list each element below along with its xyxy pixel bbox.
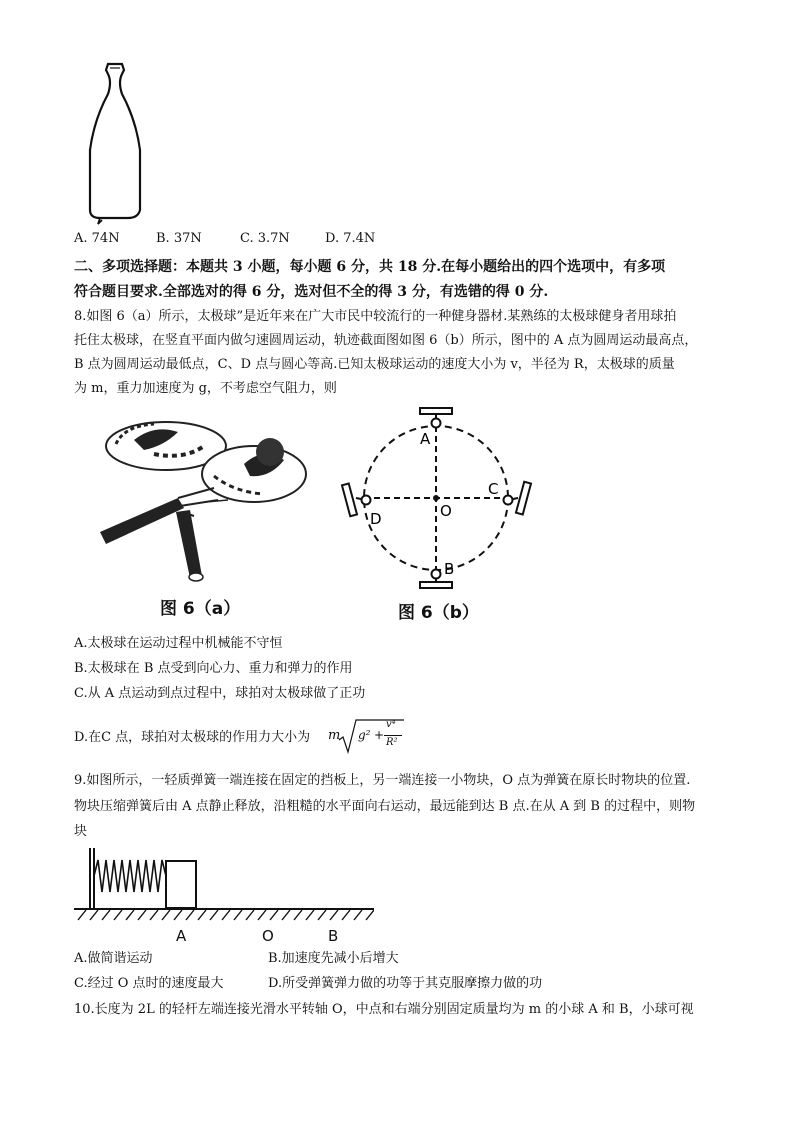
label-a: A: [420, 430, 431, 448]
q7-option-c: C. 3.7N: [240, 231, 290, 246]
section-heading-line2: 符合题目要求.全部选对的得 6 分，选对但不全的得 3 分，有选错的得 0 分.: [74, 284, 549, 300]
q9-option-b: B.加速度先减小后增大: [268, 951, 399, 966]
formula-g2: g²: [358, 728, 371, 742]
figure-6a-racket-photo: [94, 416, 320, 586]
q7-option-a: A. 74N: [74, 231, 120, 246]
label-c: C: [488, 480, 499, 498]
q9-option-c: C.经过 O 点时的速度最大: [74, 976, 224, 991]
q8-stem-line3: B 点为圆周运动最低点，C、D 点与圆心等高.已知太极球运动的速度大小为 v，半径为 R，太极球的质量: [74, 357, 675, 372]
q8-option-d-formula: [326, 716, 406, 756]
q8-option-d-text: D.在C 点，球拍对太极球的作用力大小为: [74, 730, 311, 745]
spring-label-b: B: [328, 927, 339, 945]
q9-stem-line1: 9.如图所示，一轻质弹簧一端连接在固定的挡板上，另一端连接一小物块，O 点为弹簧在原长时物块的位置.: [74, 773, 691, 788]
q9-option-a: A.做简谐运动: [74, 951, 153, 966]
q8-option-c: C.从 A 点运动到点过程中，球拍对太极球做了正功: [74, 686, 366, 701]
fraction-bar: [384, 735, 402, 736]
figure-6b-circle-diagram: [336, 402, 536, 590]
q8-stem-line2: 托住太极球，在竖直平面内做匀速圆周运动，轨迹截面图如图 6（b）所示，图中的 A 点为圆周运动最高点，: [74, 333, 698, 348]
label-o: O: [440, 502, 452, 520]
section-heading-line1: 二、多项选择题：本题共 3 小题，每小题 6 分，共 18 分.在每小题给出的四个选项中，有多项: [74, 259, 666, 275]
spring-block-figure: [74, 846, 374, 922]
q9-stem-line2: 物块压缩弹簧后由 A 点静止释放，沿粗糙的水平面向右运动，最远能到达 B 点.在从 A 到 B 的过程中，则物: [74, 799, 696, 814]
q8-stem-line1: 8.如图 6（a）所示，太极球”是近年来在广大市民中较流行的一种健身器材.某熟练的太极球健身者用球拍: [74, 309, 677, 324]
q9-stem-line3: 块: [74, 824, 88, 839]
label-d: D: [370, 510, 382, 528]
q8-stem-line4: 为 m，重力加速度为 g，不考虑空气阻力，则: [74, 381, 337, 396]
spring-label-a: A: [176, 927, 187, 945]
q8-option-a: A.太极球在运动过程中机械能不守恒: [74, 636, 283, 651]
q8-option-d: [74, 728, 310, 748]
label-b: B: [444, 560, 455, 578]
q9-option-d: D.所受弹簧弹力做的功等于其克服摩擦力做的功: [268, 976, 543, 991]
q8-option-b: B.太极球在 B 点受到向心力、重力和弹力的作用: [74, 661, 353, 676]
formula-denominator: R²: [386, 737, 398, 748]
figure-6b-caption: 图 6（b）: [398, 603, 479, 623]
q7-option-d: D. 7.4N: [325, 231, 376, 246]
formula-plus: +: [374, 728, 385, 742]
spring-label-o: O: [262, 927, 274, 945]
figure-6a-caption: 图 6（a）: [160, 599, 241, 619]
formula-numerator: v⁴: [386, 719, 396, 730]
bottle-figure: [78, 60, 148, 228]
q10-stem-line1: 10.长度为 2L 的轻杆左端连接光滑水平转轴 O，中点和右端分别固定质量均为 m 的小球 A 和 B，小球可视: [74, 1002, 694, 1017]
q7-option-b: B. 37N: [156, 231, 202, 246]
formula-m: m: [328, 728, 341, 743]
